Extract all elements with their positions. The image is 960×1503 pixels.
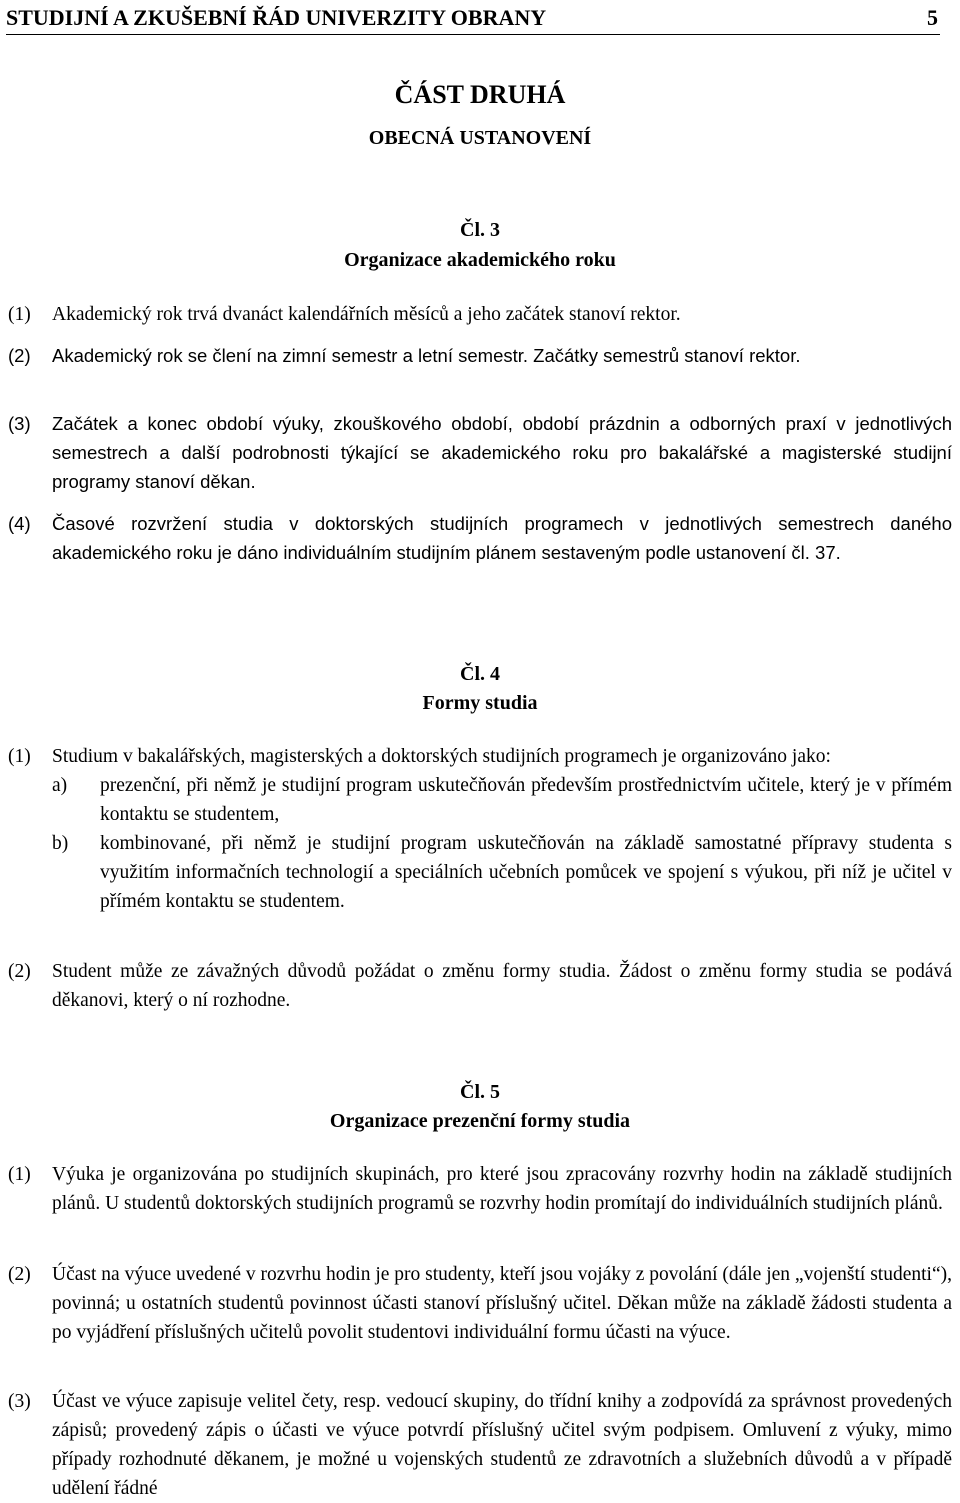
- list-item-label: a): [52, 775, 68, 796]
- paragraph-number: (2): [8, 1264, 31, 1285]
- article-5-number: Čl. 5: [460, 1081, 500, 1103]
- article-5-paragraph-3: [8, 1387, 952, 1503]
- list-item-label: b): [52, 833, 69, 854]
- article-4-title: Formy studia: [422, 692, 538, 714]
- article-3-paragraph-4: [8, 509, 952, 567]
- article-3-title: Organizace akademického roku: [344, 249, 616, 271]
- article-3-paragraph-2: [8, 341, 952, 370]
- paragraph-text: Časové rozvržení studia v doktorských studijních programech v jednotlivých semestrech daného akademického roku je dáno individuálním studijním plánem sestaveným podle ustanovení čl. 37.: [52, 513, 952, 563]
- page-number: 5: [927, 4, 938, 30]
- list-item-text: prezenční, při němž je studijní program uskutečňován především prostřednictvím učitele, který je v přímém kontaktu se studentem,: [100, 775, 952, 825]
- paragraph-number: (1): [8, 1164, 31, 1185]
- paragraph-body: [52, 742, 952, 916]
- list-item: [52, 829, 952, 916]
- paragraph-number: (3): [8, 1391, 31, 1412]
- paragraph-text: Výuka je organizována po studijních skupinách, pro které jsou zpracovány rozvrhy hodin na základě studijních plánů. U studentů doktorských studijních programů se rozvrhy hodin promítají do individuálních studijních plánů.: [52, 1164, 952, 1214]
- part-subtitle: OBECNÁ USTANOVENÍ: [368, 127, 592, 149]
- paragraph-text: Akademický rok trvá dvanáct kalendářních měsíců a jeho začátek stanoví rektor.: [52, 304, 681, 325]
- list-item-text: kombinované, při němž je studijní program uskutečňován na základě samostatné přípravy studenta s využitím informačních technologií a speciálních učebních pomůcek ve spojení s výukou, při níž je učitel v přímém kontaktu se studentem.: [100, 833, 952, 912]
- paragraph-number: (3): [8, 413, 31, 434]
- article-5-title: Organizace prezenční formy studia: [329, 1110, 631, 1132]
- article-3-paragraph-3: [8, 409, 952, 496]
- list-item: [52, 771, 952, 829]
- paragraph-number: (4): [8, 513, 31, 534]
- article-5-paragraph-1: [8, 1160, 952, 1218]
- paragraph-text: Akademický rok se člení na zimní semestr a letní semestr. Začátky semestrů stanoví rektor.: [52, 345, 801, 366]
- article-4-paragraph-2: [8, 957, 952, 1015]
- paragraph-number: (2): [8, 345, 31, 366]
- part-title: ČÁST DRUHÁ: [394, 80, 566, 109]
- paragraph-text: Účast na výuce uvedené v rozvrhu hodin je pro studenty, kteří jsou vojáky z povolání (dále jen „vojenští studenti“), povinná; u ostatních studentů povinnost účasti stanoví příslušný učitel. Děkan může na základě žádosti studenta a po vyjádření příslušných učitelů povolit studentovi individuální formu účasti na výuce.: [52, 1264, 952, 1343]
- document-title: STUDIJNÍ A ZKUŠEBNÍ ŘÁD UNIVERZITY OBRANY: [6, 4, 547, 30]
- article-3-number: Čl. 3: [460, 219, 500, 241]
- article-5-paragraph-2: [8, 1260, 952, 1347]
- article-4-paragraph-1: [8, 742, 952, 916]
- paragraph-text: Začátek a konec období výuky, zkouškového období, období prázdnin a odborných praxí v jednotlivých semestrech a další podrobnosti týkající se akademického roku pro bakalářské a magisterské studijní programy stanoví děkan.: [52, 413, 952, 492]
- article-3-paragraph-1: [8, 300, 952, 329]
- paragraph-number: (1): [8, 304, 31, 325]
- paragraph-text: Studium v bakalářských, magisterských a doktorských studijních programech je organizováno jako:: [52, 746, 831, 767]
- paragraph-text: Účast ve výuce zapisuje velitel čety, resp. vedoucí skupiny, do třídní knihy a zodpovídá za správnost provedených zápisů; provedený zápis o účasti ve výuce potvrdí příslušný učitel svým podpisem. Omluvení z výuky, mimo případy rozhodnuté děkanem, je možné u vojenských studentů ze zdravotních a služebních důvodů a v případě udělení řádné: [52, 1391, 952, 1499]
- paragraph-text: Student může ze závažných důvodů požádat o změnu formy studia. Žádost o změnu formy studia se podává děkanovi, který o ní rozhodne.: [52, 961, 952, 1011]
- article-4-number: Čl. 4: [460, 663, 500, 685]
- paragraph-number: (1): [8, 746, 31, 767]
- page-header: [6, 0, 940, 35]
- paragraph-number: (2): [8, 961, 31, 982]
